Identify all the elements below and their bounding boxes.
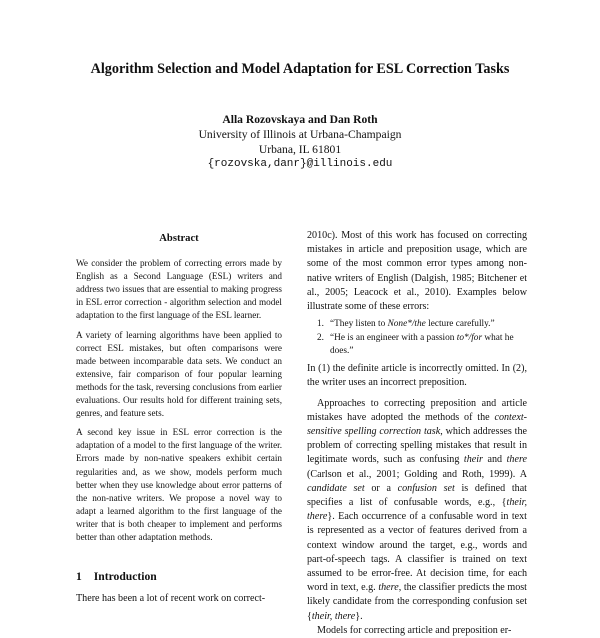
section-number: 1 [76, 570, 82, 583]
example-list [307, 318, 527, 358]
paper-title: Algorithm Selection and Model Adaptation for ESL Correction Tasks [90, 61, 510, 77]
example-item: 2. “He is an engineer with a passion to*/for what he does.” [317, 333, 514, 357]
body-paragraph: Approaches to correcting preposition and article mistakes have adopted the methods of the context-sensitive spelling correction task, which addresses the problem of correcting spelling mistakes that result in legitimate words, such as confusing their and there (Carlson et al., 2001; Golding and Roth, 1999). A candidate set or a confusion set is defined that specifies a list of confusable words, e.g., {their, there}. Each occurrence of a confusable word in text is represented as a vector of features derived from a context window around the target, e.g., words and part-of-speech tags. A classifier is trained on text assumed to be error-free. At decision time, for each word in text, e.g. there, the classifier predicts the most likely candidate from the corresponding confusion set {their, there}. [307, 397, 527, 622]
intro-first-line: There has been a lot of recent work on correct- [76, 593, 266, 604]
body-paragraph: Models for correcting article and preposition er- [317, 624, 512, 636]
affiliation: University of Illinois at Urbana-Champaign [198, 128, 402, 141]
example-item: 1. “They listen to None*/the lecture carefully.” [317, 319, 495, 330]
abstract-paragraph: A second key issue in ESL error correction is the adaptation of a model to the first language of the writer. Errors made by non-native speakers exhibit certain regularities and, as we show, models perform much better when they use knowledge about error patterns of the non-native writers. We propose a novel way to adapt a learned algorithm to the first language of the writer that is both cheaper to implement and performs better than other adaptation methods. [76, 427, 282, 542]
author-names: Alla Rozovskaya and Dan Roth [222, 113, 378, 126]
email: {rozovska,danr}@illinois.edu [207, 158, 393, 170]
location: Urbana, IL 61801 [258, 143, 342, 156]
right-column [307, 229, 527, 638]
abstract-paragraph: We consider the problem of correcting errors made by English as a Second Language (ESL) writers and address two issues that are essential to making progress in ESL error correction - algorithm selection and model adaptation to the first language of the ESL learner. [76, 258, 282, 321]
author-block [0, 112, 600, 172]
left-column [76, 229, 282, 550]
abstract-paragraph: A variety of learning algorithms have been applied to correct ESL mistakes, but often comparisons were made between incomparable data sets. We conduct an extensive, fair comparison of four popular learning methods for the task, reversing conclusions from earlier evaluations. Our results hold for different training sets, genres, and feature sets. [76, 329, 282, 419]
abstract-heading: Abstract [159, 233, 199, 244]
body-paragraph: 2010c). Most of this work has focused on correcting mistakes in article and preposition usage, which are some of the most common error types among non-native writers of English (Dalgish, 1985; Bitchener et al., 2005; Leacock et al., 2010). Examples below illustrate some of these errors: [307, 230, 527, 313]
section-heading-introduction [76, 570, 157, 583]
body-paragraph: In (1) the definite article is incorrectly omitted. In (2), the writer uses an incorrect preposition. [307, 363, 527, 389]
section-title: Introduction [93, 570, 157, 583]
